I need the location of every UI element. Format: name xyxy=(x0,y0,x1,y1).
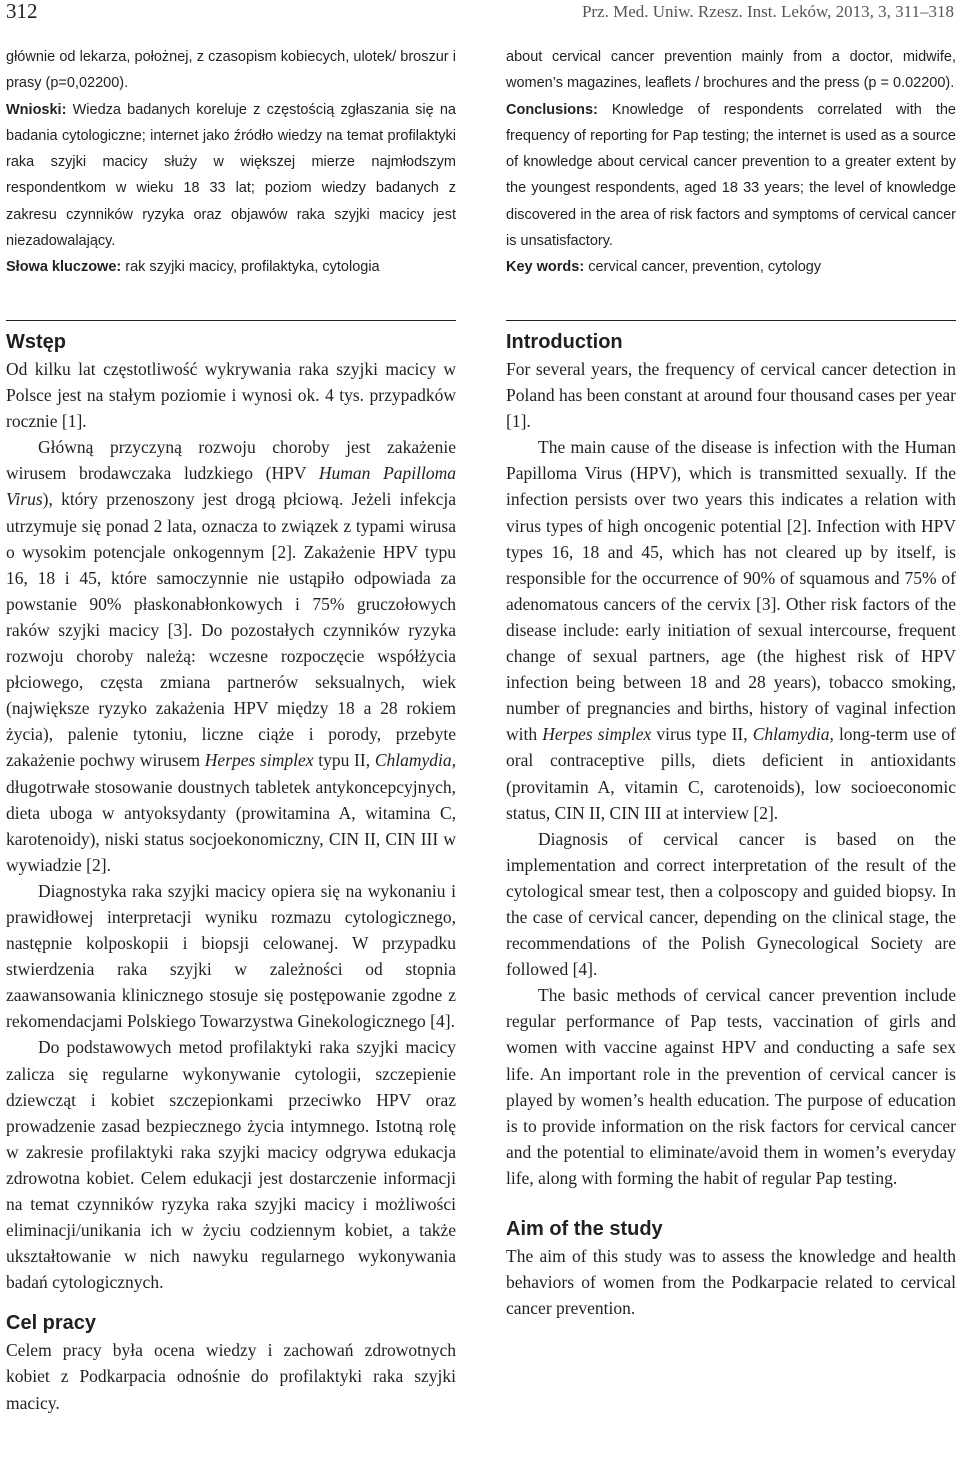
keywords-text: rak szyjki macicy, profilaktyka, cytologia xyxy=(121,259,380,276)
abstract-continuation: about cervical cancer prevention mainly from a doctor, midwife, women’s magazines, leaflets / brochures and the press (p = 0.02200). xyxy=(506,49,956,92)
body-en xyxy=(506,328,956,1321)
keywords-label: Key words: xyxy=(506,259,585,276)
abstract-en xyxy=(506,44,956,281)
section-heading-intro: Introduction xyxy=(506,331,623,353)
keywords-label: Słowa kluczowe: xyxy=(6,259,122,276)
section-heading-aim: Aim of the study xyxy=(506,1218,663,1240)
conclusions-paragraph xyxy=(506,97,956,255)
paragraph: Diagnostyka raka szyjki macicy opiera się na wykonaniu i prawidłowej interpretacji wyniku rozmazu cytologicznego, następnie kolposkopii i biopsji celowanej. W przypadku stwierdzenia raka szyjki w zależności od stopnia zaawansowania klinicznego stosuje się postępowanie zgodne z rekomendacjami Polskiego Towarzystwa Ginekologicznego [4]. xyxy=(6,880,456,1032)
conclusions-label: Conclusions: xyxy=(506,101,598,118)
abstract-divider-right xyxy=(506,320,956,321)
conclusions-label: Wnioski: xyxy=(6,101,67,118)
abstract-pl xyxy=(6,44,456,281)
keywords-paragraph xyxy=(6,254,456,280)
paragraph: For several years, the frequency of cervical cancer detection in Poland has been constant at around four thousand cases per year [1]. xyxy=(506,359,956,432)
section-heading-aim: Cel pracy xyxy=(6,1312,97,1335)
paragraph: Diagnosis of cervical cancer is based on the implementation and correct interpretation of the result of the cytological smear test, then a colposcopy and guided biopsy. In the case of cervical cancer, depending on the clinical stage, the recommendations of the Polish Gynecological Society are followed [4]. xyxy=(506,828,956,980)
paragraph: Od kilku lat częstotliwość wykrywania raka szyjki macicy w Polsce jest na stałym poziomie i wynosi ok. 4 tys. przypadków rocznie [1]. xyxy=(6,359,456,432)
abstract-continuation: głównie od lekarza, położnej, z czasopism kobiecych, ulotek/ broszur i prasy (p=0,02200). xyxy=(6,49,456,92)
paragraph: Główną przyczyną rozwoju choroby jest zakażenie wirusem brodawczaka ludzkiego (HPV Human Papilloma Virus), który przenoszony jest drogą płciową. Jeżeli infekcja utrzymuje się ponad 2 lata, oznacza to związek z typami wirusa o wysokim potencjale onkogennym [2]. Zakażenie HPV typu 16, 18 i 45, które samoczynnie nie ustąpiło odpowiada za powstanie 90% płaskonabłonkowych i 75% gruczołowych raków szyjki macicy [3]. Do pozostałych czynników ryzyka rozwoju choroby należą: wczesne rozpoczęcie współżycia płciowego, częsta zmiana partnerów seksualnych, wiek (największe ryzyko zakażenia HPV między 18 a 28 rokiem życia), palenie tytoniu, liczne ciąże i porody, przebyte zakażenie pochwy wirusem Herpes simplex typu II, Chlamydia, długotrwałe stosowanie doustnych tabletek antykoncepcyjnych, dieta uboga w antyoksydanty (prowitamina A, witamina C, karotenoidy), niski status socjoekonomiczny, CIN II, CIN III w wywiadzie [2]. xyxy=(6,437,456,875)
paragraph: Celem pracy była ocena wiedzy i zachowań zdrowotnych kobiet z Podkarpacia odnośnie do profilaktyki raka szyjki macicy. xyxy=(6,1340,456,1413)
keywords-text: cervical cancer, prevention, cytology xyxy=(584,259,822,276)
page-number: 312 xyxy=(6,0,38,23)
paragraph: The main cause of the disease is infection with the Human Papilloma Virus (HPV), which is transmitted sexually. If the infection persists over two years this indicates a relation with virus types of high oncogenic potential [2]. Infection with HPV types 16, 18 and 45, which has not cleared up by itself, is responsible for the occurrence of 90% of squamous and 75% of adenomatous cancers of the cervix [3]. Other risk factors of the disease include: early initiation of sexual intercourse, frequent change of sexual partners, age (the highest risk of HPV infection being between 18 and 28 years), tobacco smoking, number of pregnancies and births, history of vaginal infection with Herpes simplex virus type II, Chlamydia, long-term use of oral contraceptive pills, diets deficient in antioxidants (provitamin A, vitamin C, carotenoids), low socioeconomic status, CIN II, CIN III at interview [2]. xyxy=(506,437,956,823)
paragraph: The aim of this study was to assess the knowledge and health behaviors of women from the Podkarpacie related to cervical cancer prevention. xyxy=(506,1246,956,1319)
paragraph: Do podstawowych metod profilaktyki raka szyjki macicy zalicza się regularne wykonywanie cytologii, szczepienie dziewcząt i kobiet szczepionkami przeciwko HPV oraz prowadzenie zasad bezpiecznego życia intymnego. Istotną rolę w zakresie profilaktyki raka szyjki macicy odgrywa edukacja zdrowotna kobiet. Celem edukacji jest dostarczenie informacji na temat czynników ryzyka raka szyjki macicy i możliwości eliminacji/unikania ich w życiu codziennym kobiet, a także ukształtowanie w nich nawyku regularnego wykonywania badań cytologicznych. xyxy=(6,1037,456,1293)
conclusions-paragraph xyxy=(6,97,456,255)
conclusions-text: Wiedza badanych koreluje z częstością zgłaszania się na badania cytologiczne; internet jako źródło wiedzy na temat profilaktyki raka szyjki macicy służy w większej mierze najmłodszym respondentkom w wieku 18 33 lat; poziom wiedzy badanych z zakresu czynników ryzyka oraz objawów raka szyjki macicy jest niezadowalający. xyxy=(6,101,456,250)
section-heading-intro: Wstęp xyxy=(6,331,66,353)
abstract-divider-left xyxy=(6,320,456,321)
keywords-paragraph xyxy=(506,254,956,280)
journal-reference: Prz. Med. Uniw. Rzesz. Inst. Leków, 2013, 3, 311–318 xyxy=(581,2,954,21)
paragraph: The basic methods of cervical cancer prevention include regular performance of Pap tests, vaccination of girls and women with vaccine against HPV and conducting a safe sex life. An important role in the prevention of cervical cancer is played by women’s health education. The purpose of education is to provide information on the risk factors for cervical cancer and the potential to eliminate/avoid them in women’s everyday life, along with forming the habit of regular Pap testing. xyxy=(506,985,956,1188)
conclusions-text: Knowledge of respondents correlated with the frequency of reporting for Pap testing; the internet is used as a source of knowledge about cervical cancer prevention to a greater extent by the youngest respondents, aged 18 33 years; the level of knowledge discovered in the area of risk factors and symptoms of cervical cancer is unsatisfactory. xyxy=(506,101,956,250)
body-pl xyxy=(6,328,456,1416)
